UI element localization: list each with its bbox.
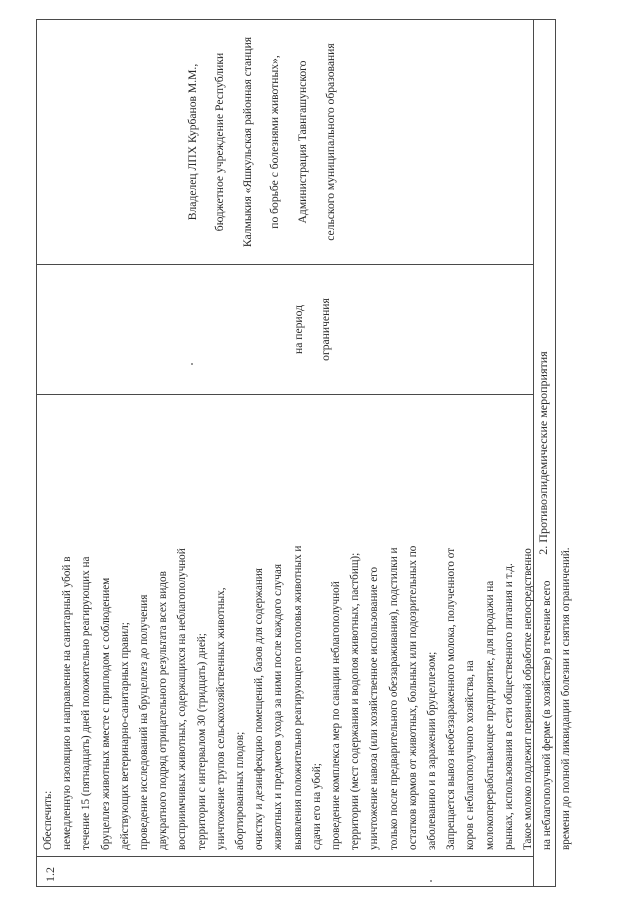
scan-speck (430, 880, 432, 882)
term-line: на период (291, 305, 305, 354)
measures-line: выявления положительно реагирующего поголовья животных и (291, 545, 304, 850)
measures-line: проведение комплекса мер по санации неблагополучной (330, 581, 343, 850)
measures-line: рынках, использования в сети общественного питания и т.д. (502, 563, 515, 850)
scan-speck (191, 363, 193, 365)
responsible-line: по борьбе с болезнями животных», (268, 55, 282, 229)
measures-line: Обеспечить: (42, 790, 54, 850)
measures-line: проведение исследований на бруцеллез до получения (138, 594, 151, 850)
measures-text (37, 395, 577, 856)
measures-line: течение 15 (пятнадцать) дней положительно реагирующих на (80, 556, 93, 850)
measures-line: абортированных плодов; (234, 731, 247, 850)
row-number-cell (37, 856, 533, 886)
term-text (279, 265, 346, 394)
measures-line: только после предварительного обеззараживания), подстилки и (387, 547, 400, 850)
measures-line: уничтожение трупов сельскохозяйственных животных, (214, 587, 227, 850)
measures-line: молокоперерабатывающее предприятие, для продажи на (483, 580, 496, 850)
measures-line: немедленную изоляцию и направление на санитарный убой в (61, 556, 74, 850)
measures-line: территории (мест содержания и водопоя животных, пастбищ); (349, 552, 362, 850)
measures-table (36, 19, 573, 887)
measures-line: уничтожение навоза (или хозяйственное использование его (368, 566, 381, 850)
responsible-line: бюджетное учреждение Республики (213, 52, 227, 232)
measures-line: очистку и дезинфекцию помещений, базов для содержания (253, 568, 266, 850)
measures-line: остатков кормов от животных, больных или подозрительных по (406, 545, 419, 850)
measures-line: бруцеллез животных вместе с приплодом с соблюдением (99, 577, 112, 850)
measures-line: Такое молоко подлежит первичной обработке непосредственно (522, 548, 535, 850)
measures-line: времени до полной ликвидации болезни и снятия ограничений. (560, 547, 573, 850)
responsible-line: Калмыкия «Яшкульская районная станция (240, 36, 254, 248)
measures-line: животных и предметов ухода за ними после каждого случая (272, 564, 285, 850)
measures-line: восприимчивых животных, содержащихся на неблагополучной (176, 548, 189, 850)
responsible-text (173, 24, 350, 260)
measures-line: Запрещается вывоз необеззараженного молока, полученного от (445, 547, 458, 850)
term-line: ограничения (319, 298, 333, 361)
measures-line: заболеванию и в заражении бруцеллезом; (426, 651, 439, 850)
term-cell (37, 264, 533, 394)
responsible-cell (37, 20, 533, 264)
measures-line: действующих ветеринарно-санитарных правил; (118, 622, 131, 850)
measures-line: сдачи его на убой; (310, 763, 323, 850)
row-number: 1.2 (43, 867, 57, 882)
measures-line: двукратного подряд отрицательного результата всех видов (157, 571, 170, 850)
responsible-line: Администрация Тавнгашунского (295, 60, 309, 224)
responsible-line: сельского муниципального образования (323, 43, 337, 241)
measures-line: коров с неблагополучного хозяйства, на (464, 660, 477, 850)
measures-line: на неблагополучной ферме (в хозяйстве) в течение всего (541, 580, 554, 850)
section-heading: 2. Противоэпидемические мероприятия (536, 351, 550, 555)
responsible-line: Владелец ЛПХ Курбанов М.М., (185, 63, 199, 221)
measures-line: территории с интервалом 30 (тридцать) дней; (195, 633, 208, 850)
